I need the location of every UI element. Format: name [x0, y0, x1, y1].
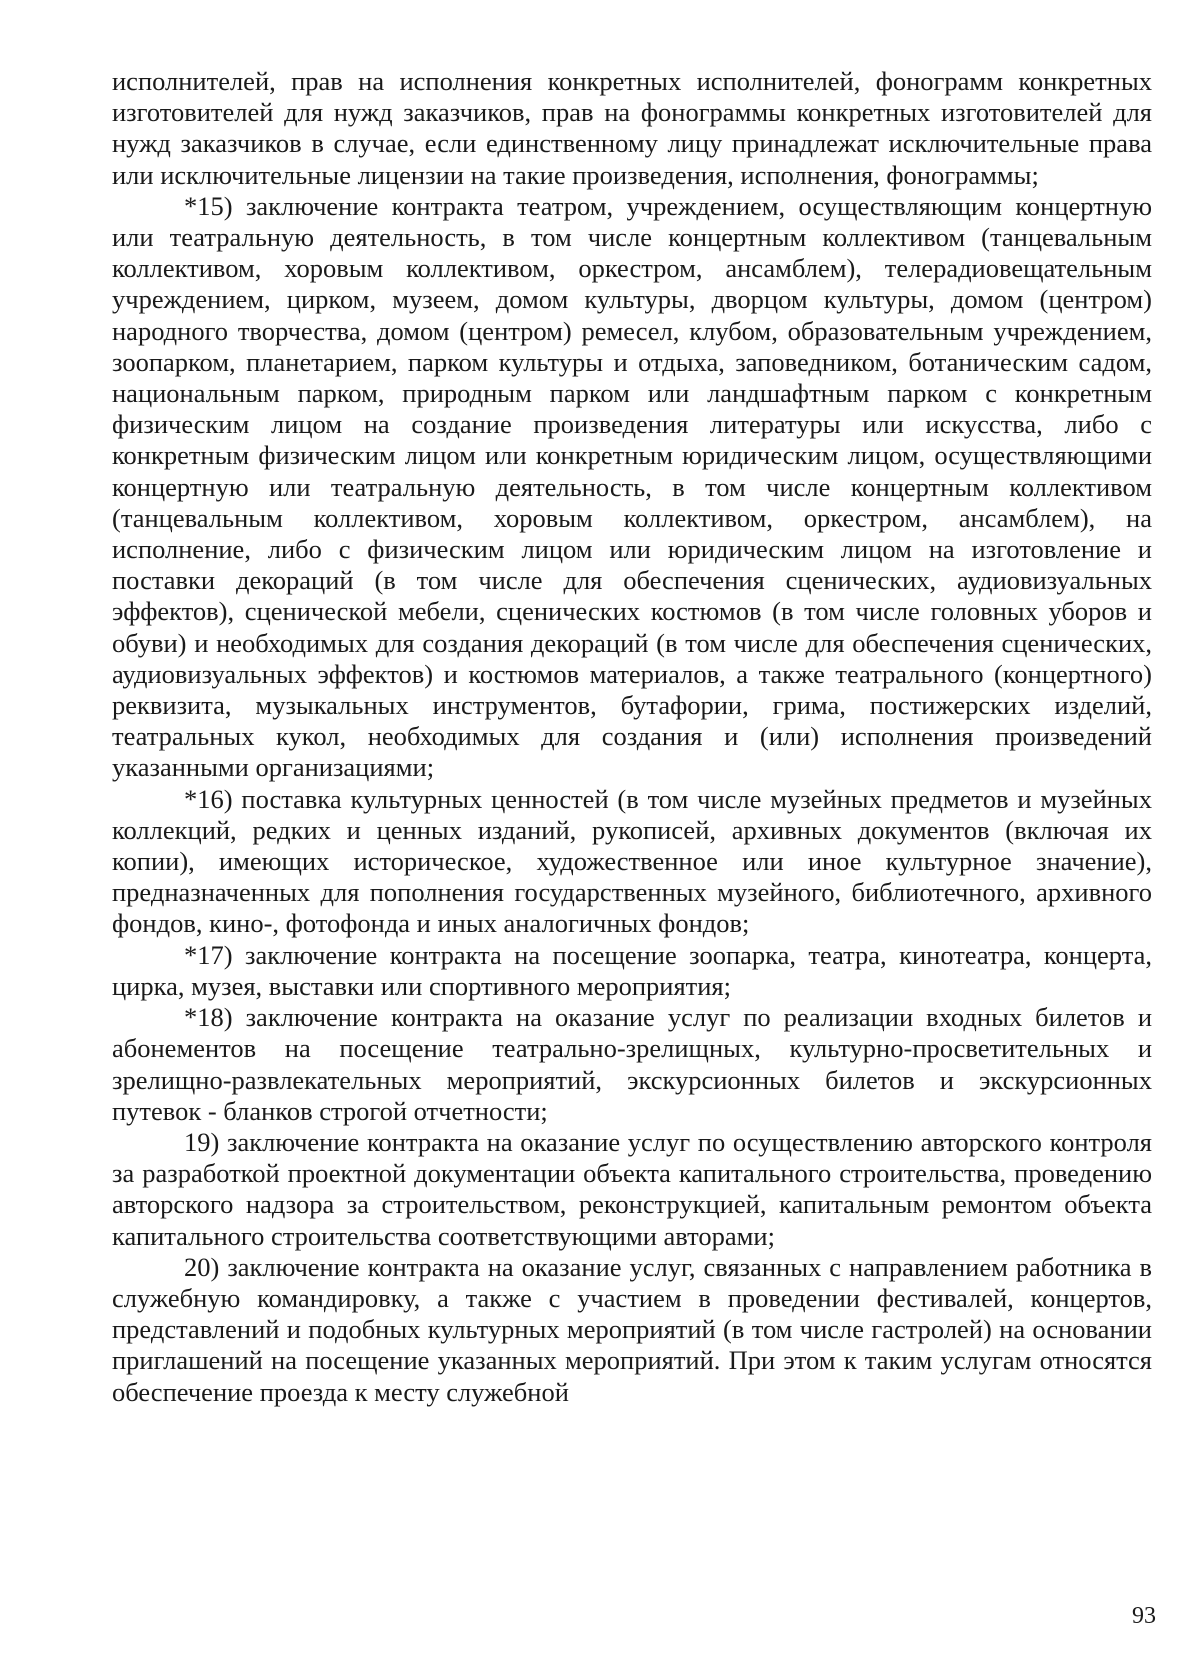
page-number: 93	[1132, 1603, 1156, 1629]
paragraph-item-17: *17) заключение контракта на посещение зоопарка, театра, кинотеатра, концерта, цирка, музея, выставки или спортивного мероприятия;	[112, 939, 1152, 1001]
paragraph-item-18: *18) заключение контракта на оказание услуг по реализации входных билетов и абонементов на посещение театрально-зрелищных, культурно-просветительных и зрелищно-развлекательных мероприятий, экскурсионных билетов и экскурсионных путевок - бланков строгой отчетности;	[112, 1002, 1152, 1126]
document-body	[112, 66, 1152, 1408]
paragraph-item-20: 20) заключение контракта на оказание услуг, связанных с направлением работника в служебную командировку, а также с участием в проведении фестивалей, концертов, представлений и подобных культурных мероприятий (в том числе гастролей) на основании приглашений на посещение указанных мероприятий. При этом к таким услугам относятся обеспечение проезда к месту служебной	[112, 1251, 1152, 1407]
paragraph-item-19: 19) заключение контракта на оказание услуг по осуществлению авторского контроля за разработкой проектной документации объекта капитального строительства, проведению авторского надзора за строительством, реконструкцией, капитальным ремонтом объекта капитального строительства соответствующими авторами;	[112, 1126, 1152, 1251]
paragraph-item-15: *15) заключение контракта театром, учреждением, осуществляющим концертную или театральную деятельность, в том числе концертным коллективом (танцевальным коллективом, хоровым коллективом, оркестром, ансамблем), телерадиовещательным учреждением, цирком, музеем, домом культуры, дворцом культуры, домом (центром) народного творчества, домом (центром) ремесел, клубом, образовательным учреждением, зоопарком, планетарием, парком культуры и отдыха, заповедником, ботаническим садом, национальным парком, природным парком или ландшафтным парком с конкретным физическим лицом на создание произведения литературы или искусства, либо с конкретным физическим лицом или конкретным юридическим лицом, осуществляющими концертную или театральную деятельность, в том числе концертным коллективом (танцевальным коллективом, хоровым коллективом, оркестром, ансамблем), на исполнение, либо с физическим лицом или юридическим лицом на изготовление и поставки декораций (в том числе для обеспечения сценических, аудиовизуальных эффектов), сценической мебели, сценических костюмов (в том числе головных уборов и обуви) и необходимых для создания декораций (в том числе для обеспечения сценических, аудиовизуальных эффектов) и костюмов материалов, а также театрального (концертного) реквизита, музыкальных инструментов, бутафории, грима, постижерских изделий, театральных кукол, необходимых для создания и (или) исполнения произведений указанными организациями;	[112, 190, 1152, 783]
paragraph-item-16: *16) поставка культурных ценностей (в том числе музейных предметов и музейных коллекций, редких и ценных изданий, рукописей, архивных документов (включая их копии), имеющих историческое, художественное или иное культурное значение), предназначенных для пополнения государственных музейного, библиотечного, архивного фондов, кино-, фотофонда и иных аналогичных фондов;	[112, 783, 1152, 939]
paragraph-continuation: исполнителей, прав на исполнения конкретных исполнителей, фонограмм конкретных изготовителей для нужд заказчиков, прав на фонограммы конкретных изготовителей для нужд заказчиков в случае, если единственному лицу принадлежат исключительные права или исключительные лицензии на такие произведения, исполнения, фонограммы;	[112, 66, 1152, 190]
